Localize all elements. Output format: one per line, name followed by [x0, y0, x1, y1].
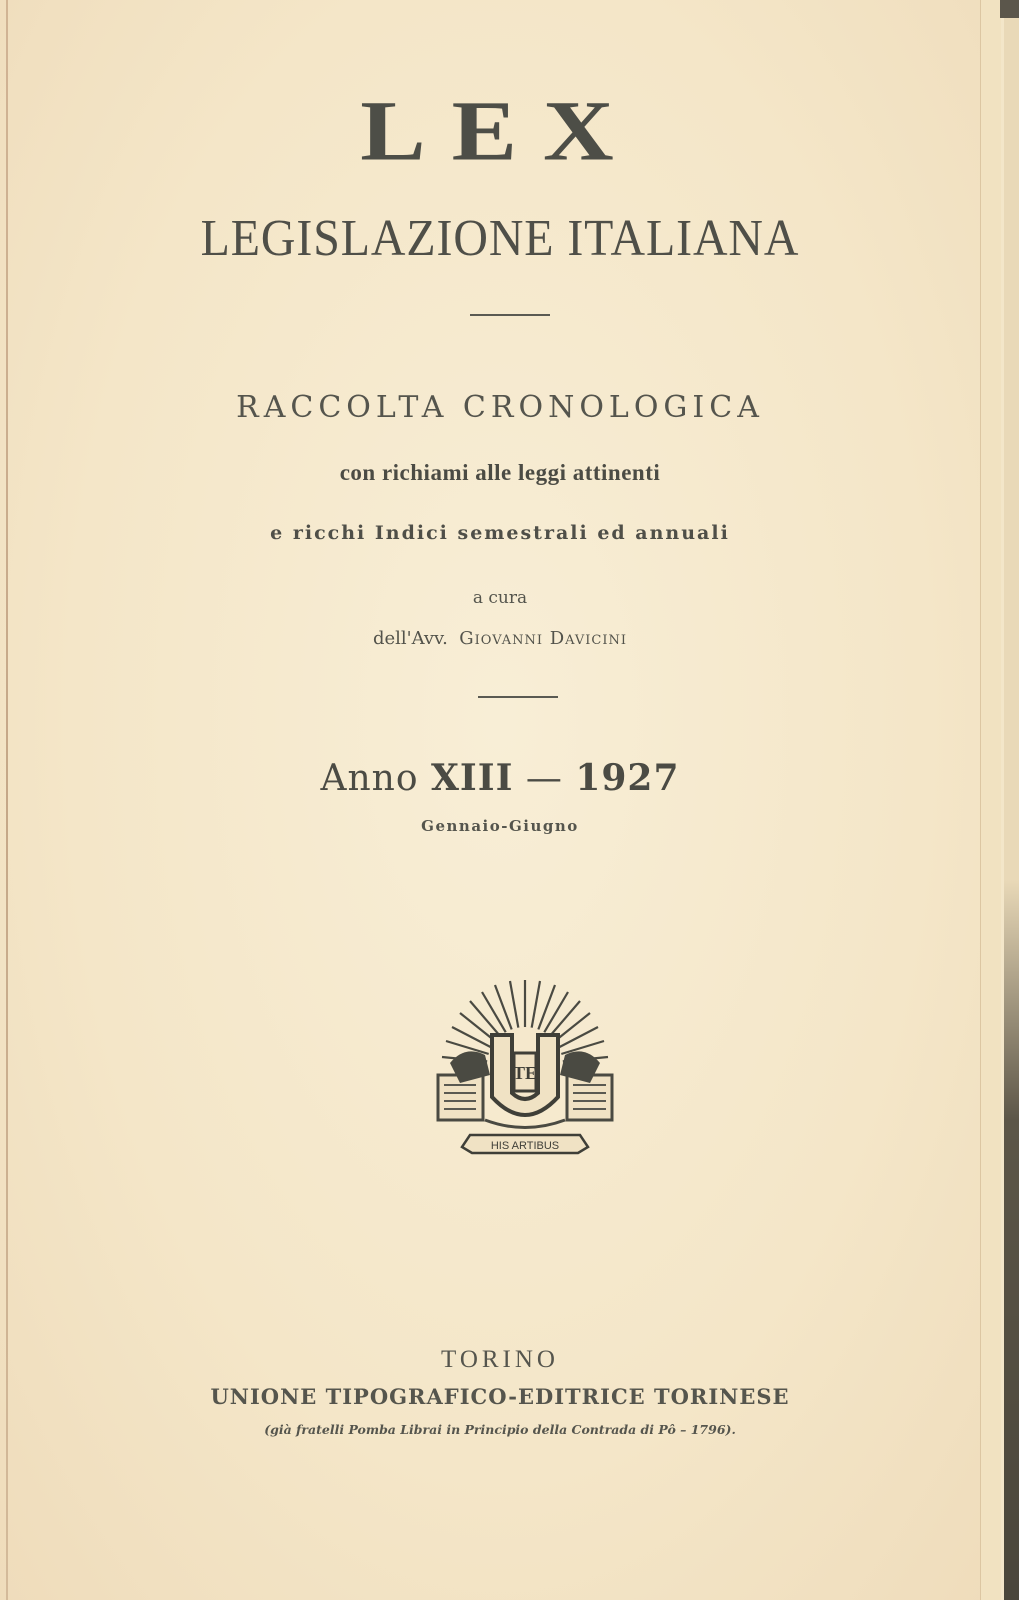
- book-edge: [1004, 0, 1019, 1600]
- publisher: UNIONE TIPOGRAFICO-EDITRICE TORINESE: [210, 1384, 790, 1409]
- description-line-1: con richiami alle leggi attinenti: [339, 460, 661, 485]
- year-label: Anno: [320, 758, 419, 799]
- divider-middle: [478, 696, 558, 698]
- editor-title: dell'Avv.: [372, 628, 448, 649]
- publisher-note: (già fratelli Pomba Librai in Principio della Contrada di Pô – 1796).: [264, 1422, 736, 1437]
- year-line: [0, 757, 1000, 799]
- svg-text:TE: TE: [512, 1063, 538, 1083]
- subtitle: RACCOLTA CRONOLOGICA: [236, 390, 764, 425]
- page-edge-right: [980, 0, 1001, 1600]
- publisher-emblem-icon: [430, 975, 620, 1160]
- emblem-motto: HIS ARTIBUS: [490, 1140, 560, 1152]
- year-dash: —: [525, 758, 563, 799]
- period: Gennaio-Giugno: [421, 817, 579, 835]
- book-corner: [1000, 0, 1019, 18]
- divider-top: [470, 314, 550, 316]
- masthead: LEX: [360, 83, 640, 179]
- city: TORINO: [441, 1346, 559, 1373]
- year-number: 1927: [575, 757, 680, 799]
- description-line-2: e ricchi Indici semestrali ed annuali: [270, 522, 730, 544]
- editor-credit: [0, 628, 1000, 649]
- year-roman: XIII: [430, 757, 514, 799]
- editor-name: Giovanni Davicini: [459, 628, 628, 649]
- editor-prefix: a cura: [472, 588, 528, 608]
- document-title: LEGISLAZIONE ITALIANA: [200, 210, 800, 267]
